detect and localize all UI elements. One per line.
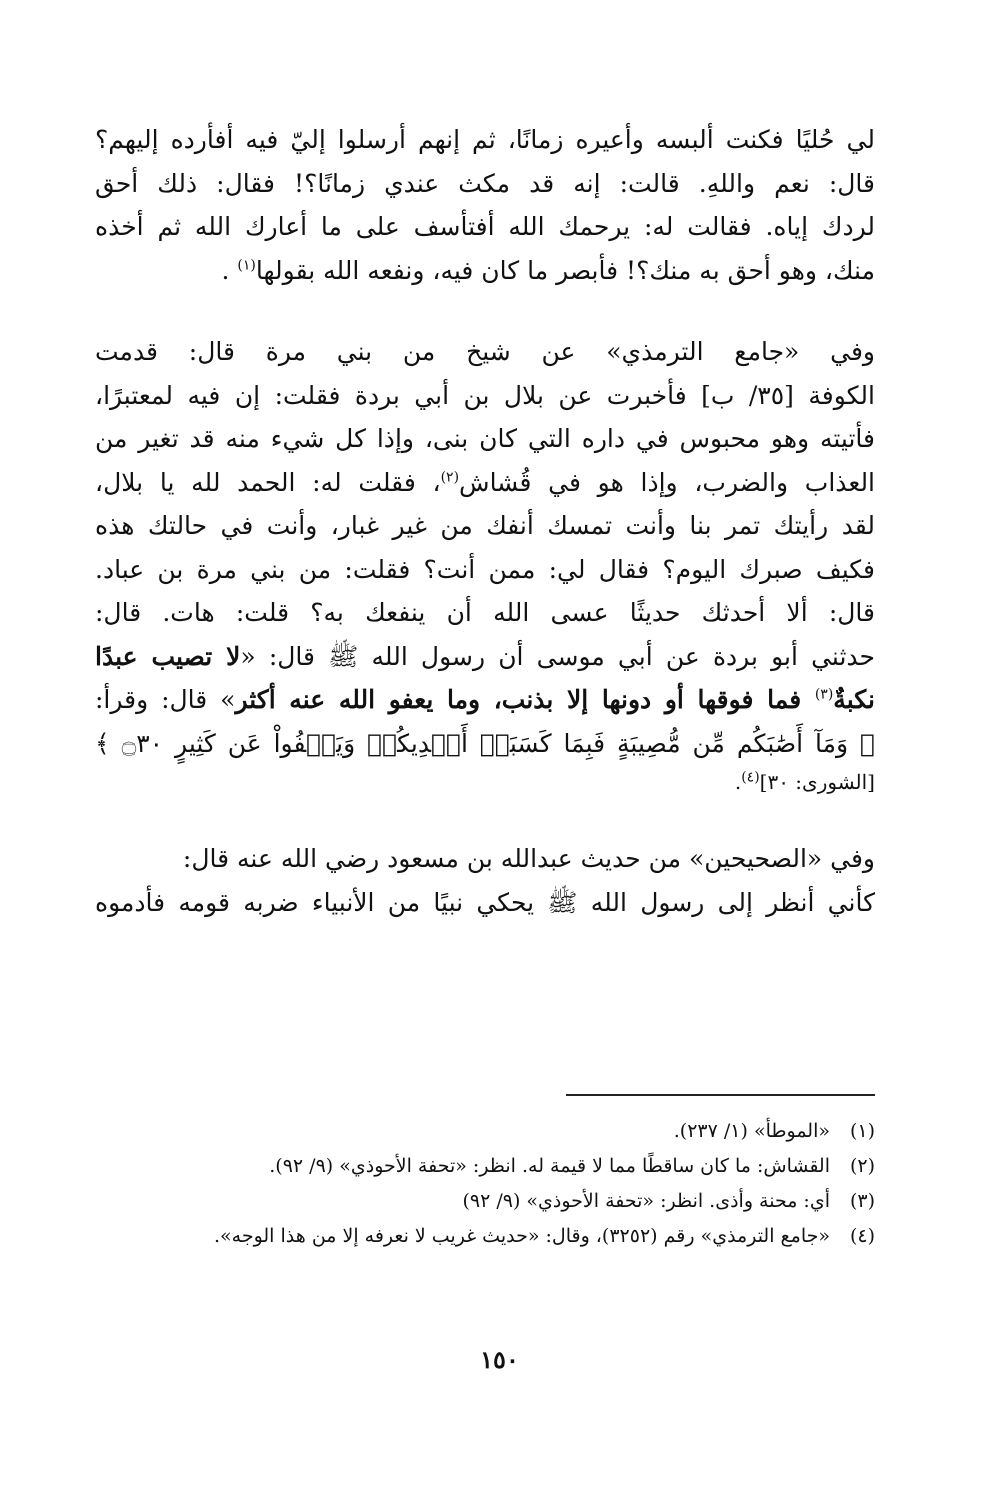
text-line: فكيف صبرك اليوم؟ فقال لي: ممن أنت؟ فقلت: من بني مرة بن عباد. (95, 554, 875, 584)
text-line: لردك إياه. فقالت له: يرحمك الله أفتأسف على ما أعارك الله ثم أخذه (95, 212, 875, 241)
footnote-number: (١) (849, 1120, 875, 1142)
footnote-number: (٢) (849, 1155, 875, 1177)
footnote-item (105, 1185, 875, 1218)
text-segment: ، فقلت له: الحمد لله يا بلال، (95, 467, 441, 497)
text-line: قال: نعم واللهِ. قالت: إنه قد مكث عندي زمانًا؟! فقال: ذلك أحق (95, 168, 875, 198)
footnote-ref-3[interactable]: (٣) (814, 686, 834, 703)
footnote-number: (٤) (849, 1225, 875, 1247)
footnote-text: «جامع الترمذي» رقم (٣٢٥٢)، وقال: «حديث غريب لا نعرفه إلا من هذا الوجه». (213, 1225, 830, 1247)
footnote-item (105, 1115, 875, 1148)
text-line: الكوفة [٣٥/ ب] فأخبرت عن بلال بن أبي بردة فقلت: إن فيه لمعتبرًا، (95, 380, 875, 410)
text-line (95, 249, 875, 293)
footnote-text: القشاش: ما كان ساقطًا مما لا قيمة له. انظر: «تحفة الأحوذي» (٩/ ٩٢). (269, 1155, 830, 1177)
text-segment: العذاب والضرب، وإذا هو في قُشاش (459, 467, 875, 497)
text-segment: . (221, 255, 230, 285)
text-line: لقد رأيتك تمر بنا وأنت تمسك أنفك من غير غبار، وأنت في حالتك هذه (95, 511, 875, 540)
footnote-separator (566, 1094, 875, 1096)
text-segment: . (734, 770, 742, 794)
text-line: قال: ألا أحدثك حديثًا عسى الله أن ينفعك به؟ قلت: هات. قال: (95, 598, 875, 627)
text-line: وفي «الصحيحين» من حديث عبدالله بن مسعود رضي الله عنه قال: (182, 844, 875, 873)
text-segment: » قال: وقرأ: (95, 685, 236, 714)
text-line: وفي «جامع الترمذي» عن شيخ من بني مرة قال: قدمت (95, 337, 875, 366)
hadith-text: فما فوقها أو دونها إلا بذنب، وما يعفو الله عنه أكثر (235, 685, 815, 714)
hadith-text: لا تصيب عبدًا (95, 641, 241, 671)
footnote-ref-2[interactable]: (٢) (440, 469, 460, 486)
footnote-item (105, 1220, 875, 1253)
text-segment: منك، وهو أحق به منك؟! فأبصر ما كان فيه، ونفعه الله بقولها (255, 255, 875, 285)
footnotes (105, 1115, 875, 1255)
paragraph-3 (95, 837, 875, 924)
text-line: لي حُليًا فكنت ألبسه وأعيره زمانًا، ثم إنهم أرسلوا إليّ فيه أفأرده إليهم؟ (95, 125, 875, 154)
footnote-item (105, 1150, 875, 1183)
text-line (95, 461, 875, 505)
paragraph-1 (95, 118, 875, 292)
text-line (95, 678, 875, 722)
text-line (95, 635, 875, 679)
text-line: كأني أنظر إلى رسول الله ﷺ يحكي نبيًا من الأنبياء ضربه قومه فأدموه (95, 887, 875, 917)
footnote-ref-4[interactable]: (٤) (741, 769, 760, 786)
paragraph-gap (95, 292, 875, 330)
text-segment: حدثني أبو بردة عن أبي موسى أن رسول الله ﷺ قال: « (240, 641, 875, 671)
paragraph-2 (95, 330, 875, 799)
footnote-number: (٣) (849, 1190, 875, 1212)
verse-source (95, 765, 875, 799)
footnote-ref-1[interactable]: (١) (237, 257, 256, 274)
text-line: فأتيته وهو محبوس في داره التي كان بنى، وإذا كل شيء منه قد تغير من (95, 424, 875, 453)
text-segment: [الشورى: ٣٠] (759, 770, 875, 794)
page-number: ١٥٠ (480, 1345, 519, 1374)
quran-verse: ﴿ وَمَآ أَصَٰبَكُم مِّن مُّصِيبَةٍ فَبِمَا كَسَبَتۡ أَيۡدِيكُمۡ وَيَعۡفُواْ عَن كَثِيرٍ ۝٣٠ ﴾ (95, 728, 875, 758)
page-body (95, 118, 875, 924)
hadith-text: نكبةٌ (833, 685, 875, 714)
footnote-text: أي: محنة وأذى. انظر: «تحفة الأحوذي» (٩/ ٩٢) (462, 1190, 830, 1212)
footnote-text: «الموطأ» (١/ ٢٣٧). (673, 1120, 830, 1142)
paragraph-gap (95, 799, 875, 837)
